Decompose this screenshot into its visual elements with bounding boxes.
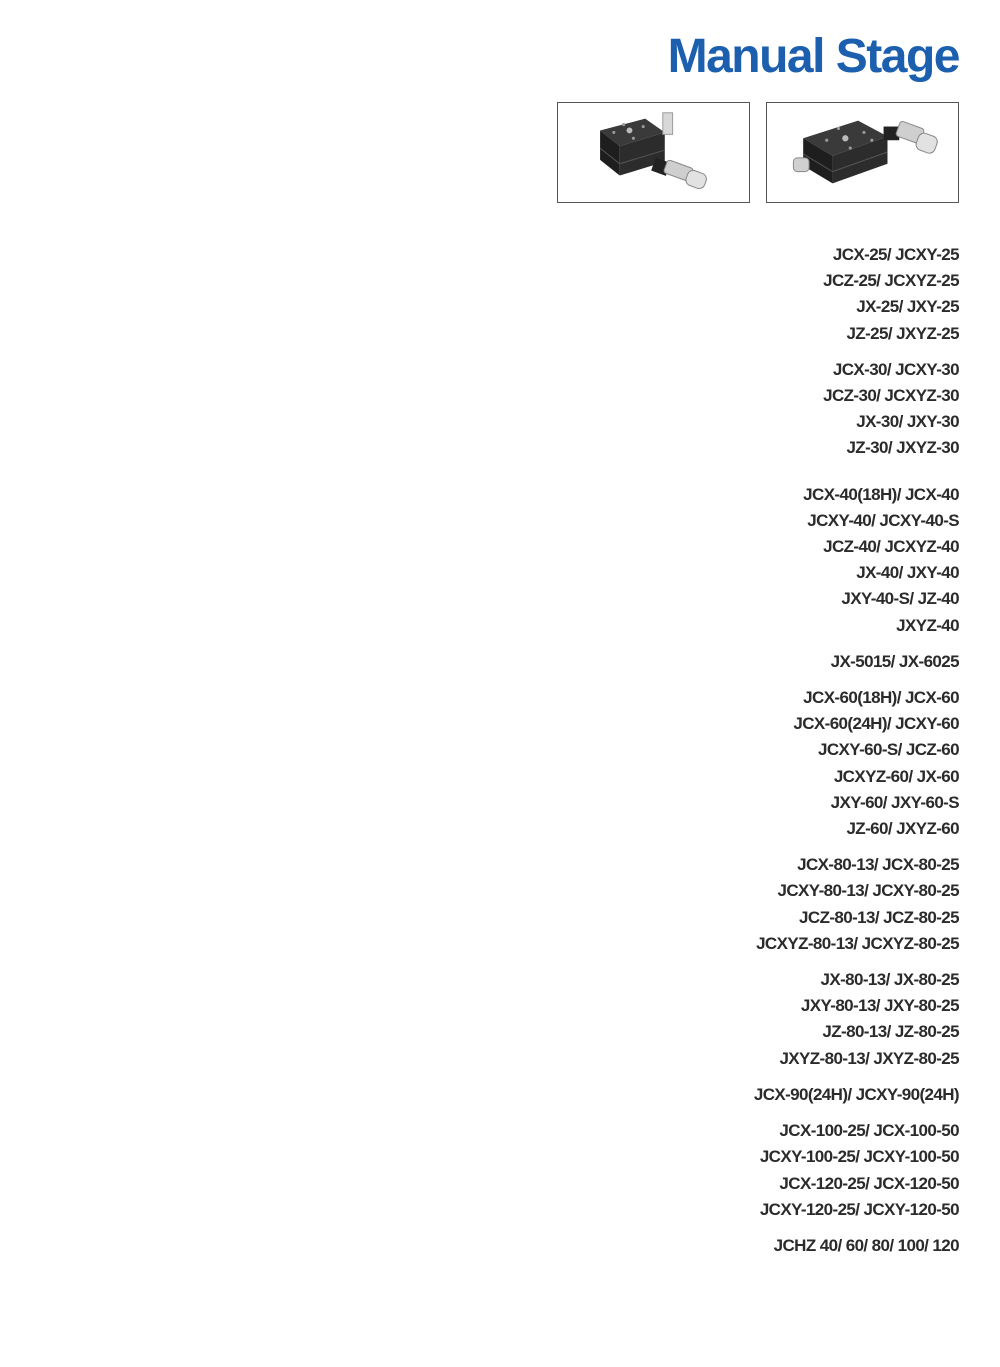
model-number: JCHZ 40/ 60/ 80/ 100/ 120 [773, 1235, 959, 1255]
stage-illustration-2 [767, 103, 958, 202]
model-number: JX-5015/ JX-6025 [830, 651, 959, 671]
model-number: JXYZ-80-13/ JXYZ-80-25 [779, 1048, 959, 1068]
model-number: JXY-80-13/ JXY-80-25 [800, 996, 959, 1016]
model-number: JCX-80-13/ JCX-80-25 [797, 855, 959, 875]
model-number: JZ-60/ JXYZ-60 [846, 819, 959, 839]
model-number: JCXY-100-25/ JCXY-100-50 [759, 1147, 959, 1167]
model-group [754, 482, 959, 639]
model-number: JCX-40(18H)/ JCX-40 [803, 484, 959, 504]
model-number: JXY-60/ JXY-60-S [830, 792, 959, 812]
model-number: JCXYZ-80-13/ JCXYZ-80-25 [756, 933, 959, 953]
model-number: JCX-120-25/ JCX-120-50 [779, 1173, 959, 1193]
model-number: JCZ-25/ JCXYZ-25 [823, 271, 959, 291]
model-number: JX-40/ JXY-40 [856, 563, 959, 583]
model-number: JCZ-40/ JCXYZ-40 [823, 537, 959, 557]
page-title: Manual Stage [667, 30, 959, 83]
model-number: JCX-90(24H)/ JCXY-90(24H) [753, 1084, 959, 1104]
model-number: JCXYZ-60/ JX-60 [833, 766, 959, 786]
model-group [754, 967, 959, 1072]
model-number: JX-80-13/ JX-80-25 [820, 970, 959, 990]
model-number: JX-30/ JXY-30 [856, 412, 959, 432]
model-number: JCX-30/ JCXY-30 [832, 359, 959, 379]
model-number: JZ-80-13/ JZ-80-25 [822, 1022, 959, 1042]
product-photo-large-stage [766, 102, 959, 203]
product-photo-small-stage [557, 102, 750, 203]
model-group [754, 1118, 959, 1223]
model-number: JCXY-60-S/ JCZ-60 [818, 740, 959, 760]
model-number: JCX-25/ JCXY-25 [832, 245, 959, 264]
model-number: JXY-40-S/ JZ-40 [841, 589, 959, 609]
model-number: JZ-30/ JXYZ-30 [846, 438, 959, 458]
model-group [754, 1233, 959, 1259]
model-number: JX-25/ JXY-25 [856, 297, 959, 317]
model-number: JXYZ-40 [896, 615, 959, 635]
model-number: JCXY-40/ JCXY-40-S [807, 510, 959, 530]
model-number: JCXY-120-25/ JCXY-120-50 [759, 1199, 959, 1219]
model-group [754, 685, 959, 842]
stage-illustration-1 [558, 103, 749, 202]
model-group [754, 649, 959, 675]
model-number: JZ-25/ JXYZ-25 [846, 323, 959, 343]
model-number: JCX-60(18H)/ JCX-60 [803, 688, 959, 708]
model-number: JCX-100-25/ JCX-100-50 [779, 1121, 959, 1141]
model-group [754, 1082, 959, 1108]
model-group [754, 242, 959, 347]
model-number: JCXY-80-13/ JCXY-80-25 [777, 881, 959, 901]
model-number: JCZ-80-13/ JCZ-80-25 [799, 907, 959, 927]
model-list [754, 242, 959, 1259]
model-group [754, 852, 959, 957]
model-number: JCZ-30/ JCXYZ-30 [823, 386, 959, 406]
model-group [754, 357, 959, 462]
model-number: JCX-60(24H)/ JCXY-60 [793, 714, 959, 734]
